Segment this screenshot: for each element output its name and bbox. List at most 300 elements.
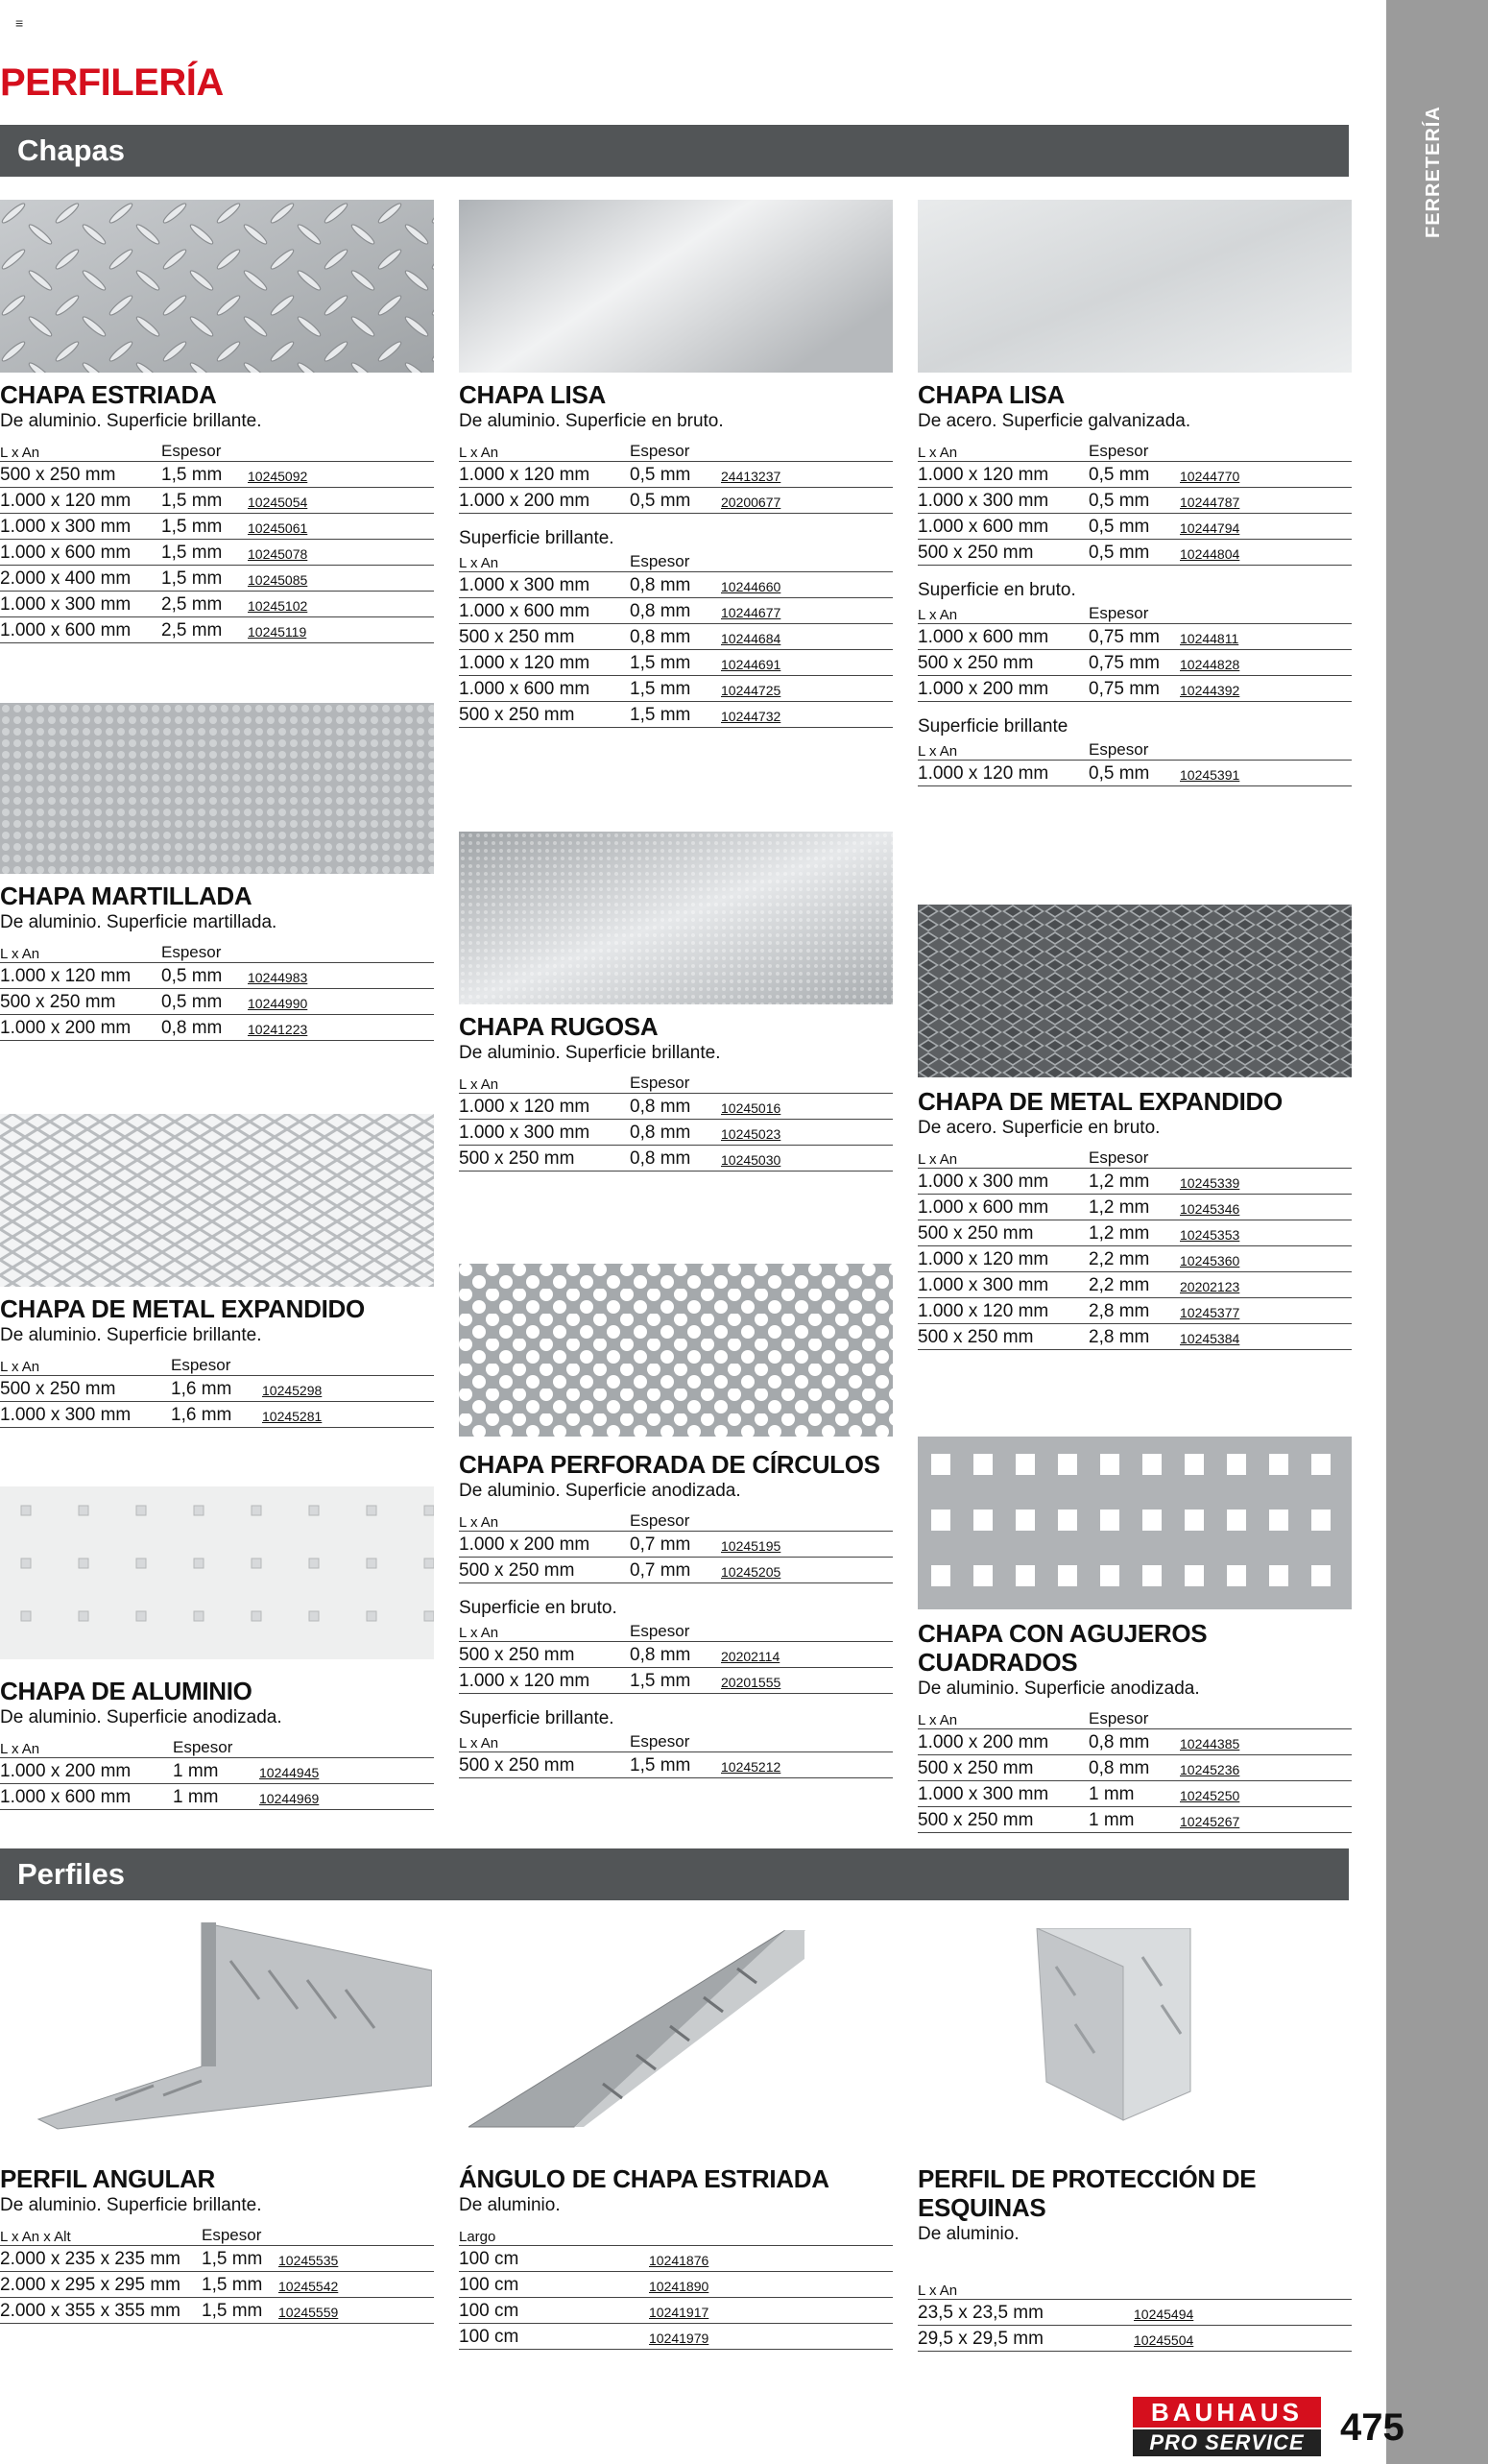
table-row [918, 650, 1352, 676]
cell-size: 1.000 x 120 mm [459, 653, 590, 673]
cell-size: 100 cm [459, 2275, 519, 2295]
table-row [459, 1146, 893, 1172]
table-row [459, 462, 893, 488]
table-header [459, 440, 893, 462]
product-chapa-perforada-circulos [459, 1450, 893, 1778]
product-chapa-lisa-acero [918, 380, 1352, 786]
cell-size: 1.000 x 600 mm [0, 1787, 132, 1807]
article-code: 10245384 [1180, 1331, 1240, 1346]
cell-thickness: 1,5 mm [630, 1755, 691, 1776]
cell-size: 100 cm [459, 2301, 519, 2321]
header-thickness: Espesor [1089, 740, 1149, 759]
table-row [918, 1324, 1352, 1350]
cell-thickness: 0,8 mm [161, 1018, 223, 1038]
product-title: CHAPA PERFORADA DE CÍRCULOS [459, 1450, 880, 1479]
menu-icon[interactable]: ≡ [15, 15, 24, 31]
cell-size: 1.000 x 600 mm [918, 627, 1049, 647]
cell-thickness: 0,75 mm [1089, 653, 1160, 673]
image-chapa-metal-expandido-acero [918, 905, 1352, 1077]
table-row [918, 1169, 1352, 1195]
table-row [0, 1402, 434, 1428]
product-chapa-aluminio [0, 1677, 434, 1810]
cell-size: 1.000 x 120 mm [459, 465, 590, 485]
cell-thickness: 1,5 mm [630, 705, 691, 725]
cell-size: 1.000 x 600 mm [0, 543, 132, 563]
cell-size: 500 x 250 mm [459, 1148, 575, 1169]
article-code: 10244983 [248, 970, 308, 985]
product-angulo-chapa-estriada [459, 2164, 893, 2350]
cell-thickness: 1 mm [1089, 1784, 1135, 1804]
header-thickness: Espesor [630, 552, 690, 570]
product-title: CHAPA ESTRIADA [0, 380, 217, 409]
table-header [0, 2224, 434, 2246]
article-code: 10245542 [278, 2279, 339, 2294]
article-code: 10245085 [248, 572, 308, 588]
article-code: 10245559 [278, 2305, 339, 2320]
table-row [459, 1642, 893, 1668]
article-code: 10245023 [721, 1126, 781, 1142]
cell-size: 1.000 x 120 mm [459, 1097, 590, 1117]
header-thickness: Espesor [171, 1356, 231, 1374]
header-size: L x An [918, 743, 958, 760]
table-row [459, 488, 893, 514]
article-code: 10244804 [1180, 546, 1240, 562]
sidebar-band [1386, 0, 1488, 2464]
article-code: 10245119 [248, 624, 307, 640]
cell-thickness: 0,5 mm [1089, 543, 1150, 563]
cell-thickness: 0,8 mm [630, 1645, 691, 1665]
table-row [918, 1272, 1352, 1298]
table-row [918, 624, 1352, 650]
table-row [918, 1755, 1352, 1781]
article-code: 10245195 [721, 1538, 781, 1554]
table-row [0, 462, 434, 488]
table-row [918, 1246, 1352, 1272]
header-size: L x An [918, 607, 958, 623]
article-code: 10244677 [721, 605, 781, 620]
cell-size: 1.000 x 120 mm [0, 966, 132, 986]
variant-note: Superficie en bruto. [459, 1598, 617, 1618]
table-row [0, 1376, 434, 1402]
cell-size: 500 x 250 mm [459, 1645, 575, 1665]
cell-thickness: 1,2 mm [1089, 1223, 1150, 1244]
cell-size: 1.000 x 300 mm [0, 594, 132, 615]
table-header [918, 440, 1352, 462]
cell-thickness: 2,5 mm [161, 594, 223, 615]
product-title: CHAPA LISA [918, 380, 1066, 409]
section-bar-chapas: Chapas [0, 125, 1349, 177]
table-header [918, 1147, 1352, 1169]
table-row [459, 1120, 893, 1146]
cell-size: 100 cm [459, 2249, 519, 2269]
product-description: De acero. Superficie galvanizada. [918, 411, 1191, 431]
product-perfil-angular [0, 2164, 434, 2324]
table-row [0, 540, 434, 566]
header-size: L x An [918, 2283, 958, 2299]
table-row [459, 1094, 893, 1120]
cell-size: 500 x 250 mm [918, 1327, 1034, 1347]
section-bar-perfiles: Perfiles [0, 1848, 1349, 1900]
table-header [459, 1072, 893, 1094]
table-row [459, 2298, 893, 2324]
article-code: 20202114 [721, 1649, 780, 1664]
cell-size: 1.000 x 120 mm [918, 1301, 1049, 1321]
header-thickness: Espesor [630, 442, 690, 460]
cell-size: 1.000 x 120 mm [918, 465, 1049, 485]
cell-thickness: 0,5 mm [1089, 491, 1150, 511]
table-row [459, 702, 893, 728]
table-row [459, 1532, 893, 1558]
product-chapa-agujeros-cuadrados [918, 1619, 1352, 1833]
cell-size: 1.000 x 120 mm [918, 763, 1049, 784]
table-row [0, 2246, 434, 2272]
header-thickness: Espesor [1089, 1709, 1149, 1727]
table-header [459, 1730, 893, 1752]
cell-thickness: 1,5 mm [161, 465, 223, 485]
product-description: De aluminio. Superficie anodizada. [459, 1481, 741, 1501]
cell-thickness: 2,2 mm [1089, 1249, 1150, 1269]
product-description: De aluminio. Superficie brillante. [0, 2195, 262, 2215]
article-code: 10245346 [1180, 1201, 1240, 1217]
table-row [459, 2324, 893, 2350]
image-chapa-metal-expandido-aluminio [0, 1114, 434, 1287]
header-thickness: Espesor [1089, 1148, 1149, 1167]
header-thickness: Espesor [161, 943, 222, 961]
image-perfil-angular [19, 1922, 432, 2134]
cell-size: 1.000 x 200 mm [0, 1761, 132, 1781]
page-number: 475 [1340, 2406, 1404, 2449]
cell-size: 500 x 250 mm [0, 1379, 116, 1399]
article-code: 10244684 [721, 631, 781, 646]
table-header [918, 738, 1352, 761]
cell-thickness: 0,7 mm [630, 1534, 691, 1555]
header-size: L x An x Alt [0, 2229, 71, 2245]
cell-size: 2.000 x 400 mm [0, 568, 132, 589]
cell-size: 1.000 x 120 mm [0, 491, 132, 511]
header-thickness: Espesor [173, 1738, 233, 1756]
cell-size: 29,5 x 29,5 mm [918, 2329, 1044, 2349]
cell-size: 1.000 x 600 mm [918, 517, 1049, 537]
table-header [918, 1707, 1352, 1729]
article-code: 10244811 [1180, 631, 1239, 646]
article-code: 10245377 [1180, 1305, 1240, 1320]
header-size: L x An [0, 445, 40, 461]
cell-thickness: 0,75 mm [1089, 679, 1160, 699]
product-title: CHAPA LISA [459, 380, 607, 409]
article-code: 10245092 [248, 469, 308, 484]
cell-thickness: 0,8 mm [630, 575, 691, 595]
article-code: 10245016 [721, 1100, 781, 1116]
variant-note: Superficie en bruto. [918, 580, 1076, 600]
article-code: 10245102 [248, 598, 308, 614]
table-header [918, 602, 1352, 624]
article-code: 10244691 [721, 657, 781, 672]
cell-thickness: 0,8 mm [1089, 1732, 1150, 1752]
header-size: L x An [459, 1625, 499, 1641]
cell-size: 1.000 x 200 mm [0, 1018, 132, 1038]
cell-size: 500 x 250 mm [918, 653, 1034, 673]
table-header [459, 2224, 893, 2246]
table-row [459, 572, 893, 598]
table-row [918, 2326, 1352, 2352]
header-thickness: Espesor [630, 1074, 690, 1092]
table-row [459, 2272, 893, 2298]
variant-note: Superficie brillante [918, 716, 1068, 737]
header-size: L x An [459, 1514, 499, 1531]
cell-thickness: 0,8 mm [1089, 1758, 1150, 1778]
table-row [0, 514, 434, 540]
article-code: 10244392 [1180, 683, 1240, 698]
table-row [918, 1195, 1352, 1220]
article-code: 10245391 [1180, 767, 1240, 783]
table-row [0, 963, 434, 989]
product-description: De aluminio. Superficie brillante. [459, 1043, 721, 1063]
article-code: 10244732 [721, 709, 781, 724]
bauhaus-pro-service-logo: BAUHAUS PRO SERVICE [1133, 2397, 1321, 2456]
article-code: 10244725 [721, 683, 781, 698]
cell-thickness: 1,6 mm [171, 1405, 232, 1425]
table-row [918, 676, 1352, 702]
table-row [459, 1558, 893, 1583]
article-code: 10244828 [1180, 657, 1240, 672]
cell-size: 500 x 250 mm [918, 543, 1034, 563]
table-row [918, 1220, 1352, 1246]
product-description: De aluminio. Superficie brillante. [0, 411, 262, 431]
article-code: 10244385 [1180, 1736, 1240, 1751]
article-code: 10245535 [278, 2253, 339, 2268]
header-size: L x An [0, 1741, 40, 1757]
cell-size: 1.000 x 600 mm [0, 620, 132, 640]
product-title: PERFIL ANGULAR [0, 2164, 216, 2193]
cell-thickness: 0,8 mm [630, 601, 691, 621]
table-header [918, 2278, 1352, 2300]
table-row [0, 617, 434, 643]
header-thickness: Espesor [1089, 604, 1149, 622]
image-chapa-rugosa [459, 832, 893, 1004]
cell-thickness: 2,8 mm [1089, 1327, 1150, 1347]
article-code: 10245061 [248, 520, 308, 536]
cell-thickness: 1,5 mm [202, 2301, 263, 2321]
product-description: De aluminio. Superficie brillante. [0, 1325, 262, 1345]
header-thickness: Espesor [630, 1511, 690, 1530]
product-title: PERFIL DE PROTECCIÓN DE ESQUINAS [918, 2164, 1257, 2222]
cell-thickness: 1,5 mm [630, 653, 691, 673]
article-code: 10245360 [1180, 1253, 1240, 1268]
cell-thickness: 0,5 mm [630, 491, 691, 511]
product-description: De aluminio. [918, 2224, 1020, 2244]
cell-thickness: 2,8 mm [1089, 1301, 1150, 1321]
product-description: De aluminio. Superficie martillada. [0, 912, 277, 932]
product-description: De aluminio. Superficie en bruto. [459, 411, 724, 431]
header-size: L x An [918, 1151, 958, 1168]
header-size: L x An [459, 555, 499, 571]
header-thickness: Espesor [1089, 442, 1149, 460]
header-size: L x An [918, 445, 958, 461]
header-size: Largo [459, 2229, 496, 2245]
table-header [0, 941, 434, 963]
product-chapa-rugosa [459, 1012, 893, 1172]
cell-thickness: 1,5 mm [161, 517, 223, 537]
table-row [918, 540, 1352, 566]
article-code: 10244787 [1180, 495, 1240, 510]
cell-thickness: 1,2 mm [1089, 1172, 1150, 1192]
cell-thickness: 0,5 mm [161, 992, 223, 1012]
variant-note: Superficie brillante. [459, 1708, 614, 1728]
table-row [459, 650, 893, 676]
table-row [459, 1668, 893, 1694]
product-chapa-estriada [0, 380, 434, 643]
image-chapa-estriada [0, 200, 434, 373]
product-title: CHAPA CON AGUJEROS CUADRADOS [918, 1619, 1208, 1677]
article-code: 10241890 [649, 2279, 709, 2294]
cell-thickness: 1,5 mm [630, 1671, 691, 1691]
cell-thickness: 1,5 mm [202, 2275, 263, 2295]
table-row [918, 1807, 1352, 1833]
cell-thickness: 2,5 mm [161, 620, 223, 640]
product-title: CHAPA RUGOSA [459, 1012, 659, 1041]
article-code: 10245054 [248, 495, 308, 510]
table-header [459, 550, 893, 572]
table-row [918, 1298, 1352, 1324]
cell-size: 1.000 x 600 mm [918, 1197, 1049, 1218]
cell-thickness: 1,6 mm [171, 1379, 232, 1399]
header-size: L x An [459, 1735, 499, 1751]
cell-thickness: 0,5 mm [161, 966, 223, 986]
article-code: 10241917 [649, 2305, 709, 2320]
table-row [918, 761, 1352, 786]
cell-thickness: 1,5 mm [630, 679, 691, 699]
cell-thickness: 1 mm [1089, 1810, 1135, 1830]
header-thickness: Espesor [630, 1622, 690, 1640]
image-chapa-martillada [0, 703, 434, 874]
table-row [918, 462, 1352, 488]
cell-thickness: 1,5 mm [161, 543, 223, 563]
cell-size: 1.000 x 300 mm [918, 1172, 1049, 1192]
product-title: CHAPA DE METAL EXPANDIDO [0, 1294, 365, 1323]
cell-thickness: 1,5 mm [202, 2249, 263, 2269]
cell-size: 1.000 x 200 mm [918, 679, 1049, 699]
article-code: 20200677 [721, 495, 781, 510]
product-chapa-metal-expandido-aluminio [0, 1294, 434, 1428]
cell-size: 2.000 x 355 x 355 mm [0, 2301, 180, 2321]
article-code: 10241223 [248, 1022, 308, 1037]
cell-size: 2.000 x 235 x 235 mm [0, 2249, 180, 2269]
cell-size: 2.000 x 295 x 295 mm [0, 2275, 180, 2295]
product-chapa-metal-expandido-acero [918, 1087, 1352, 1350]
table-row [918, 488, 1352, 514]
cell-size: 500 x 250 mm [0, 465, 116, 485]
cell-size: 500 x 250 mm [918, 1810, 1034, 1830]
cell-thickness: 1,5 mm [161, 491, 223, 511]
article-code: 10245030 [721, 1152, 781, 1168]
article-code: 10244969 [259, 1791, 320, 1806]
article-code: 20202123 [1180, 1279, 1240, 1294]
cell-size: 500 x 250 mm [459, 1755, 575, 1776]
cell-size: 1.000 x 300 mm [459, 1123, 590, 1143]
article-code: 10244794 [1180, 520, 1240, 536]
product-chapa-lisa-aluminio [459, 380, 893, 728]
header-size: L x An [459, 1076, 499, 1093]
cell-size: 1.000 x 300 mm [0, 1405, 132, 1425]
product-description: De aluminio. [459, 2195, 561, 2215]
image-perfil-proteccion-esquinas [998, 1928, 1229, 2130]
image-chapa-lisa-aluminio [459, 200, 893, 373]
cell-size: 1.000 x 120 mm [459, 1671, 590, 1691]
cell-size: 500 x 250 mm [459, 627, 575, 647]
table-row [0, 989, 434, 1015]
article-code: 10245353 [1180, 1227, 1240, 1243]
variant-note: Superficie brillante. [459, 528, 614, 548]
image-chapa-perforada-circulos [459, 1264, 893, 1437]
cell-thickness: 0,8 mm [630, 1097, 691, 1117]
header-thickness: Espesor [630, 1732, 690, 1751]
table-row [918, 1729, 1352, 1755]
image-chapa-agujeros-cuadrados [918, 1437, 1352, 1609]
table-row [459, 624, 893, 650]
table-row [918, 1781, 1352, 1807]
table-row [0, 1784, 434, 1810]
table-row [459, 1752, 893, 1778]
cell-size: 1.000 x 300 mm [918, 1275, 1049, 1295]
table-header [0, 1736, 434, 1758]
cell-size: 1.000 x 200 mm [459, 491, 590, 511]
cell-thickness: 0,5 mm [1089, 517, 1150, 537]
table-row [0, 2272, 434, 2298]
cell-thickness: 1,2 mm [1089, 1197, 1150, 1218]
article-code: 10241876 [649, 2253, 709, 2268]
cell-size: 500 x 250 mm [918, 1223, 1034, 1244]
product-title: CHAPA MARTILLADA [0, 882, 252, 910]
header-size: L x An [0, 1359, 40, 1375]
article-code: 24413237 [721, 469, 781, 484]
cell-size: 500 x 250 mm [918, 1758, 1034, 1778]
cell-thickness: 0,5 mm [630, 465, 691, 485]
cell-thickness: 0,8 mm [630, 1123, 691, 1143]
article-code: 10245250 [1180, 1788, 1240, 1803]
cell-thickness: 1,5 mm [161, 568, 223, 589]
cell-size: 1.000 x 300 mm [918, 1784, 1049, 1804]
article-code: 10245494 [1134, 2307, 1194, 2322]
article-code: 10244990 [248, 996, 308, 1011]
cell-size: 1.000 x 200 mm [459, 1534, 590, 1555]
cell-size: 1.000 x 600 mm [459, 679, 590, 699]
product-description: De aluminio. Superficie anodizada. [0, 1707, 282, 1727]
cell-size: 1.000 x 300 mm [918, 491, 1049, 511]
cell-size: 1.000 x 120 mm [918, 1249, 1049, 1269]
cell-size: 23,5 x 23,5 mm [918, 2303, 1044, 2323]
article-code: 10245236 [1180, 1762, 1240, 1777]
article-code: 10245078 [248, 546, 308, 562]
header-size: L x An [918, 1712, 958, 1728]
table-row [0, 1015, 434, 1041]
cell-thickness: 0,8 mm [630, 627, 691, 647]
product-chapa-martillada [0, 882, 434, 1041]
product-description: De acero. Superficie en bruto. [918, 1118, 1161, 1138]
cell-thickness: 2,2 mm [1089, 1275, 1150, 1295]
product-title: CHAPA DE ALUMINIO [0, 1677, 252, 1705]
table-header [459, 1510, 893, 1532]
article-code: 10245267 [1180, 1814, 1240, 1829]
side-category-label: FERRETERÍA [1423, 106, 1444, 238]
cell-size: 1.000 x 600 mm [459, 601, 590, 621]
table-row [0, 2298, 434, 2324]
cell-thickness: 0,5 mm [1089, 465, 1150, 485]
cell-size: 500 x 250 mm [459, 1560, 575, 1581]
cell-size: 1.000 x 200 mm [918, 1732, 1049, 1752]
article-code: 10245212 [721, 1759, 781, 1775]
cell-thickness: 0,5 mm [1089, 763, 1150, 784]
table-row [0, 592, 434, 617]
